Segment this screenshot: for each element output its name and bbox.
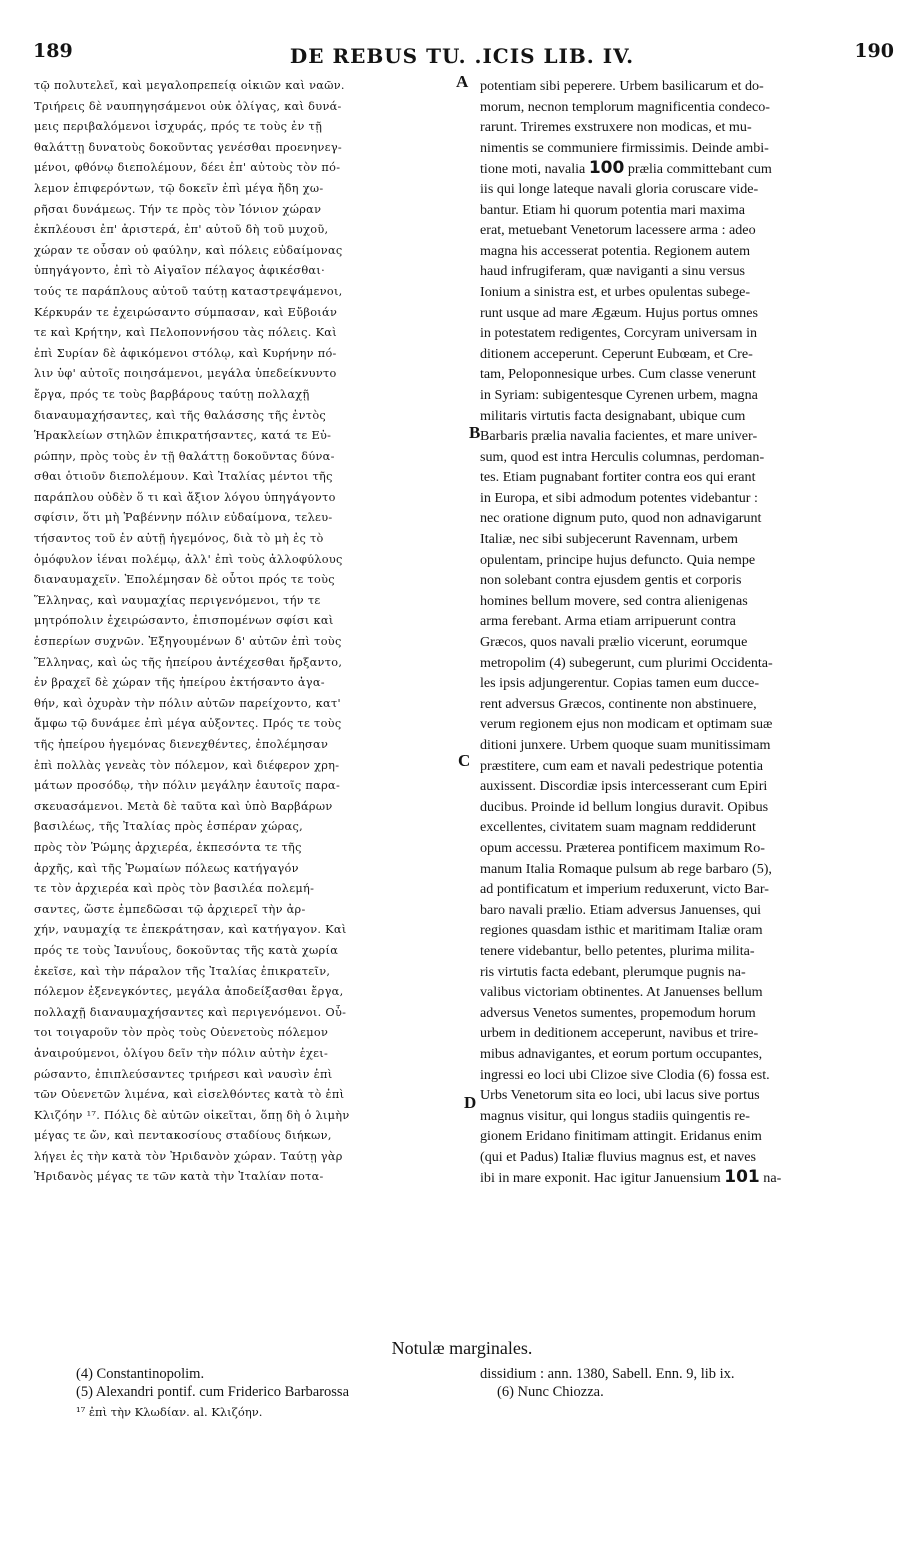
section-marker-c: C [458, 751, 471, 770]
edition-page-number: 100 [588, 158, 625, 179]
greek-line: σφίσιν, ὅτι μὴ Ῥαβέννην πόλιν εὐδαίμονα, τελευ- [34, 511, 333, 525]
greek-line: Τριήρεις δὲ ναυπηγησάμενοι οὐκ ὀλίγας, καὶ δυνά- [34, 99, 342, 113]
section-marker-a: A [456, 72, 469, 91]
latin-line: (qui et Padus) Italiæ fluvius magnus est, et naves [480, 1148, 756, 1165]
greek-line: μητρόπολιν ἐχειρώσαντο, ἐπισπομένων σφίσι καὶ [34, 614, 334, 628]
note-5-continued: dissidium : ann. 1380, Sabell. Enn. 9, lib ix. [480, 1366, 735, 1382]
latin-line: Barbaris prælia navalia facientes, et mare univer- [480, 428, 758, 445]
latin-line: tes. Etiam pugnabant fortiter contra eos qui erant [480, 469, 756, 486]
greek-line: πρὸς τὸν Ῥώμης ἀρχιερέα, ἐκπεσόντα τε τῆς [34, 840, 302, 854]
latin-line-text: ibi in mare exponit. Hac igitur Januensium [480, 1170, 725, 1187]
greek-line: ἑσπερίων συχνῶν. Ἐξηγουμένων δ' αὐτῶν ἐπὶ τοὺς [34, 635, 342, 649]
greek-line: ἐπὶ πολλὰς γενεὰς τὸν πόλεμον, καὶ διέφερον χρη- [34, 758, 340, 772]
greek-line: Κέρκυράν τε ἐχειρώσαντο σύμπασαν, καὶ Εὔβοιάν [34, 305, 338, 319]
latin-line: potentiam sibi peperere. Urbem basilicarum et do- [480, 78, 764, 94]
greek-line: βασιλέως, τῆς Ἰταλίας πρὸς ἑσπέραν χώρας, [34, 820, 303, 834]
greek-line: τούς τε παράπλους αὐτοῦ ταύτῃ καταστρεψάμενοι, [34, 284, 343, 298]
latin-line: Ionium a sinistra est, et urbes opulentas subege- [480, 283, 751, 300]
greek-line: πόλεμον ἐξενεγκόντες, μεγάλα ἀποδείξασθαι ἔργα, [34, 985, 344, 999]
latin-line: ad pontificatum et imperium reduxerunt, victo Bar- [480, 881, 769, 898]
greek-line: διαναυμαχεῖν. Ἐπολέμησαν δὲ οὗτοι πρός τε τοὺς [34, 573, 335, 587]
latin-line: Græcos, quos navali prælio vicerunt, eorumque [480, 634, 748, 651]
greek-line: ρώπην, πρὸς τοὺς ἐν τῇ θαλάττῃ δοκοῦντας δύνα- [34, 449, 335, 463]
latin-line: præstitere, cum eam et navali pedestrique potentia [480, 757, 763, 774]
greek-line: θαλάττῃ δυνατοὺς δοκοῦντας γενέσθαι προενηνεγ- [34, 140, 343, 154]
latin-line: excellentes, civitatem suam magnam reddiderunt [480, 819, 756, 836]
greek-line: ὑπηγάγοντο, ἐπὶ τὸ Αἰγαῖον πέλαγος ἀφικέσθαι· [34, 264, 325, 278]
latin-line: rarunt. Triremes exstruxere non modicas, et mu- [480, 119, 752, 136]
latin-line: arma ferebant. Arma etiam arripuerunt contra [480, 613, 736, 630]
latin-line: iis qui longe lateque navali gloria coruscare vide- [480, 180, 759, 197]
greek-line: χώραν τε οὖσαν οὐ φαύλην, καὶ πόλεις εὐδαίμονας [34, 243, 343, 257]
greek-line: τῷ πολυτελεῖ, καὶ μεγαλοπρεπείᾳ οἰκιῶν καὶ ναῶν. [34, 79, 345, 92]
greek-line: σθαι ὁτιοῦν διεπολέμουν. Καὶ Ἰταλίας μέντοι τῆς [34, 470, 333, 484]
latin-line: valibus victoriam obtinentes. At Januenses bellum [480, 984, 763, 1001]
greek-line: πολλαχῇ διαναυμαχήσαντες καὶ περιγενόμενοι. Οὗ- [34, 1005, 347, 1019]
latin-line-text: tione moti, navalia [480, 161, 589, 178]
greek-line: τήσαντος τοῦ ἐν αὐτῇ ἡγεμόνος, διὰ τὸ μὴ ἐς τὸ [34, 532, 324, 546]
greek-line: ἐκπλέουσι ἐπ' ἀριστερά, ἐπ' αὐτοῦ δὴ τοῦ μυχοῦ, [34, 223, 329, 237]
greek-line: σκευασάμενοι. Μετὰ δὲ ταῦτα καὶ ὑπὸ Βαρβάρων [34, 799, 333, 813]
latin-line: Italiæ, nec sibi subjecerunt Ravennam, urbem [480, 531, 738, 548]
greek-line: παράπλου οὐδὲν ὅ τι καὶ ἄξιον λόγου ὑπηγάγοντο [34, 490, 336, 504]
latin-line: les ipsis adjungerentur. Copias tamen eum ducce- [480, 675, 760, 692]
greek-line: μεις περιβαλόμενοι ἰσχυράς, πρός τε τοὺς ἐν τῇ [34, 120, 323, 134]
latin-line: mibus adnavigantes, et eorum portum occupantes, [480, 1045, 763, 1062]
latin-line: morum, necnon templorum magnificentia condeco- [480, 98, 771, 115]
latin-line: magnus visitur, qui longus stadiis quingentis re- [480, 1107, 750, 1124]
greek-line: τε καὶ Κρήτην, καὶ Πελοποννήσου τὰς πόλεις. Καὶ [34, 326, 337, 340]
greek-text-column [34, 76, 464, 1188]
greek-line: ἐν βραχεῖ δὲ χώραν τῆς ἠπείρου ἐκτήσαντο ἀγα- [34, 676, 325, 690]
latin-line: Urbs Venetorum sita eo loci, ubi lacus sive portus [480, 1087, 760, 1104]
note-5: (5) Alexandri pontif. cum Friderico Barbarossa [76, 1384, 350, 1400]
latin-line-text: prælia committebant cum [624, 161, 772, 178]
latin-line: sum, quod est intra Herculis columnas, perdoman- [480, 448, 765, 465]
greek-line: λήγει ἐς τὴν κατὰ τὸν Ἠριδανὸν χώραν. Ταύτῃ γὰρ [34, 1149, 343, 1163]
greek-line: λεμον ἐπιφερόντων, τῷ δοκεῖν ἐπὶ μέγα ἤδη χω- [34, 181, 324, 195]
section-marker-b: B [469, 423, 481, 442]
latin-line: tam, Peloponnesique urbes. Cum classe venerunt [480, 366, 756, 383]
latin-line: ditioni junxere. Urbem quoque suam munitissimam [480, 737, 771, 753]
latin-line: non solebant contra ejusdem gentis et corporis [480, 572, 742, 589]
page-number-right: 190 [854, 40, 894, 62]
page-number-left: 189 [33, 40, 73, 62]
greek-line: ρώσαντο, ἐπιπλεύσαντες τριήρεσι καὶ ναυσὶν ἐπὶ [34, 1067, 333, 1081]
greek-line: ρῆσαι δυνάμεως. Τήν τε πρὸς τὸν Ἰόνιον χώραν [34, 202, 322, 216]
latin-line: opulentam, principe hujus defuncto. Quia nempe [480, 551, 756, 568]
greek-line: μέγας τε ὤν, καὶ πεντακοσίους σταδίους διήκων, [34, 1129, 332, 1143]
latin-line: nec oratione dignum puto, quod non adnavigarunt [480, 510, 762, 527]
latin-line: rent adversus Græcos, continente non abstinuere, [480, 695, 757, 712]
latin-line: in Europa, et sibi admodum potentes videbantur : [480, 489, 758, 506]
latin-line: in potestatem redigentes, Corcyram universam in [480, 325, 758, 342]
greek-line: ἐπὶ Συρίαν δὲ ἀφικόμενοι στόλῳ, καὶ Κυρήνην πό- [34, 346, 337, 360]
latin-line: tenere videbantur, bello petentes, plurima milita- [480, 942, 755, 959]
running-title: DE REBUS TU. .ICIS LIB. IV. [289, 44, 635, 68]
greek-line: ἐκεῖσε, καὶ τὴν πάραλον τῆς Ἰταλίας ἐπικρατεῖν, [34, 964, 331, 978]
note-17: ¹⁷ ἐπὶ τὴν Κλωδίαν. al. Κλιζόην. [76, 1405, 263, 1419]
latin-line: gionem Eridano finitimam attingit. Eridanus enim [480, 1128, 762, 1145]
latin-line: ducibus. Proinde id bellum longius duravit. Opibus [480, 798, 769, 815]
latin-line: urbem in deditionem acceperunt, navibus et trire- [480, 1025, 759, 1042]
greek-line: χήν, ναυμαχίᾳ τε ἐπεκράτησαν, καὶ κατήγαγον. Καὶ [34, 923, 347, 937]
greek-line: Ἠριδανὸς μέγας τε τῶν κατὰ τὴν Ἰταλίαν ποτα- [34, 1170, 324, 1184]
latin-line: homines bellum movere, sed contra alienigenas [480, 592, 748, 609]
latin-line-text: na- [759, 1170, 782, 1187]
latin-line: haud infrugiferam, quæ naviganti a sinu versus [480, 263, 745, 280]
greek-line: Ἕλληνας, καὶ ὡς τῆς ἠπείρου ἀντέχεσθαι ἤρξαντο, [34, 655, 343, 669]
greek-line: μένοι, φθόνῳ διεπολέμουν, δέει ἐπ' αὐτοὺς τὸν πό- [34, 161, 341, 175]
greek-line: ἀρχῆς, καὶ τῆς Ῥωμαίων πόλεως κατήγαγόν [34, 861, 299, 875]
greek-line: σαντες, ὥστε ἐμπεδῶσαι τῷ ἀρχιερεῖ τὴν ἀρ- [34, 902, 306, 916]
latin-line: nimentis se communiere firmissimis. Deinde ambi- [480, 139, 769, 156]
latin-line: auxissent. Discordiæ ipsis intercesserant cum Epiri [480, 778, 768, 795]
greek-line: τοι τοιγαροῦν τὸν πρὸς τοὺς Οὐενετοὺς πόλεμον [34, 1026, 329, 1040]
latin-line: ditionem acceperunt. Ceperunt Eubœam, et Cre- [480, 345, 753, 362]
greek-line: ἄμφω τῷ δυνάμεε ἐπὶ μέγα αὐξοντες. Πρός τε τοὺς [34, 717, 342, 731]
latin-line: baro navali prælio. Etiam adversus Januenses, qui [480, 901, 762, 918]
greek-line: τῶν Οὐενετῶν λιμένα, καὶ εἰσελθόντες κατὰ τὸ ἐπὶ [34, 1088, 345, 1102]
greek-line: ὁμόφυλον ἰέναι πολέμῳ, ἀλλ' ἐπὶ τοὺς ἀλλοφύλους [34, 552, 343, 566]
greek-line: μάτων προσόδῳ, τὴν πόλιν μεγάλην ἑαυτοῖς παρα- [34, 779, 341, 793]
latin-line: magna his accesserat potentia. Regionem autem [480, 242, 751, 259]
edition-page-number: 101 [724, 1167, 760, 1188]
latin-line: in Syriam: subigentesque Cyrenen urbem, magna [480, 386, 758, 403]
section-marker-d: D [464, 1093, 477, 1112]
latin-line: adversus Venetos sumentes, propemodum horum [480, 1004, 756, 1021]
latin-line: ingressi eo loci ubi Clizoe sive Clodia (6) fossa est. [480, 1066, 770, 1083]
greek-line: τε τὸν ἀρχιερέα καὶ πρὸς τὸν βασιλέα πολεμή- [34, 882, 315, 896]
latin-line: bantur. Etiam hi quorum potentia mari maxima [480, 201, 745, 218]
latin-line: opum accessu. Præterea pontificem maximum Ro- [480, 839, 765, 856]
latin-line: regiones quasdam isthic et maritimam Italiæ oram [480, 922, 763, 939]
latin-line: militaris virtutis facta designabant, ubique cum [480, 407, 746, 424]
latin-line: manum Italia Romaque pulsum ab rege barbaro (5), [480, 860, 772, 877]
note-4: (4) Constantinopolim. [76, 1366, 205, 1382]
note-6: (6) Nunc Chiozza. [497, 1384, 604, 1400]
greek-line: Κλιζόην ¹⁷. Πόλις δὲ αὐτῶν οἰκεῖται, ὅπῃ δὴ ὁ λιμὴν [34, 1108, 350, 1122]
latin-line: verum regionem ejus non modicam et optimam suæ [480, 716, 773, 733]
latin-line [480, 158, 894, 179]
greek-line: Ἡρακλείων στηλῶν ἐπικρατήσαντες, κατά τε Εὐ- [34, 429, 332, 443]
greek-line: ἀναιρούμενοι, ὀλίγου δεῖν τὴν πόλιν αὐτὴν ἐχει- [34, 1046, 329, 1060]
marginal-notes-title: Notulæ marginales. [391, 1338, 533, 1358]
latin-line: ris virtutis facta edebant, plerumque pugnis na- [480, 963, 746, 980]
latin-text-column [480, 76, 894, 1188]
latin-line: runt usque ad mare Ægæum. Hujus portus omnes [480, 304, 758, 321]
greek-line: λιν ὑφ' αὐτοῖς ποιησάμενοι, μεγάλα ὑπεδείκνυντο [34, 367, 337, 381]
greek-line: διαναυμαχήσαντες, καὶ τῆς θαλάσσης τῆς ἐντὸς [34, 408, 327, 422]
latin-line [480, 1167, 894, 1188]
latin-line: erat, metuebant Venetorum lacessere arma : adeo [480, 222, 756, 239]
greek-line: τῆς ἠπείρου ἡγεμόνας διενεχθέντες, ἐπολέμησαν [34, 738, 329, 751]
latin-line: metropolim (4) subegerunt, cum plurimi Occidenta- [480, 654, 773, 671]
greek-line: ἔργα, πρός τε τοὺς βαρβάρους ταύτῃ πολλαχῇ [34, 387, 310, 401]
greek-line: πρός τε τοὺς Ἰανυΐους, δοκοῦντας τῆς κατὰ χωρία [34, 943, 339, 957]
greek-line: θήν, καὶ ὀχυρὰν τὴν πόλιν αὐτῶν παρείχοντο, κατ' [34, 696, 341, 710]
greek-line: Ἕλληνας, καὶ ναυμαχίας περιγενόμενοι, τήν τε [34, 593, 321, 607]
